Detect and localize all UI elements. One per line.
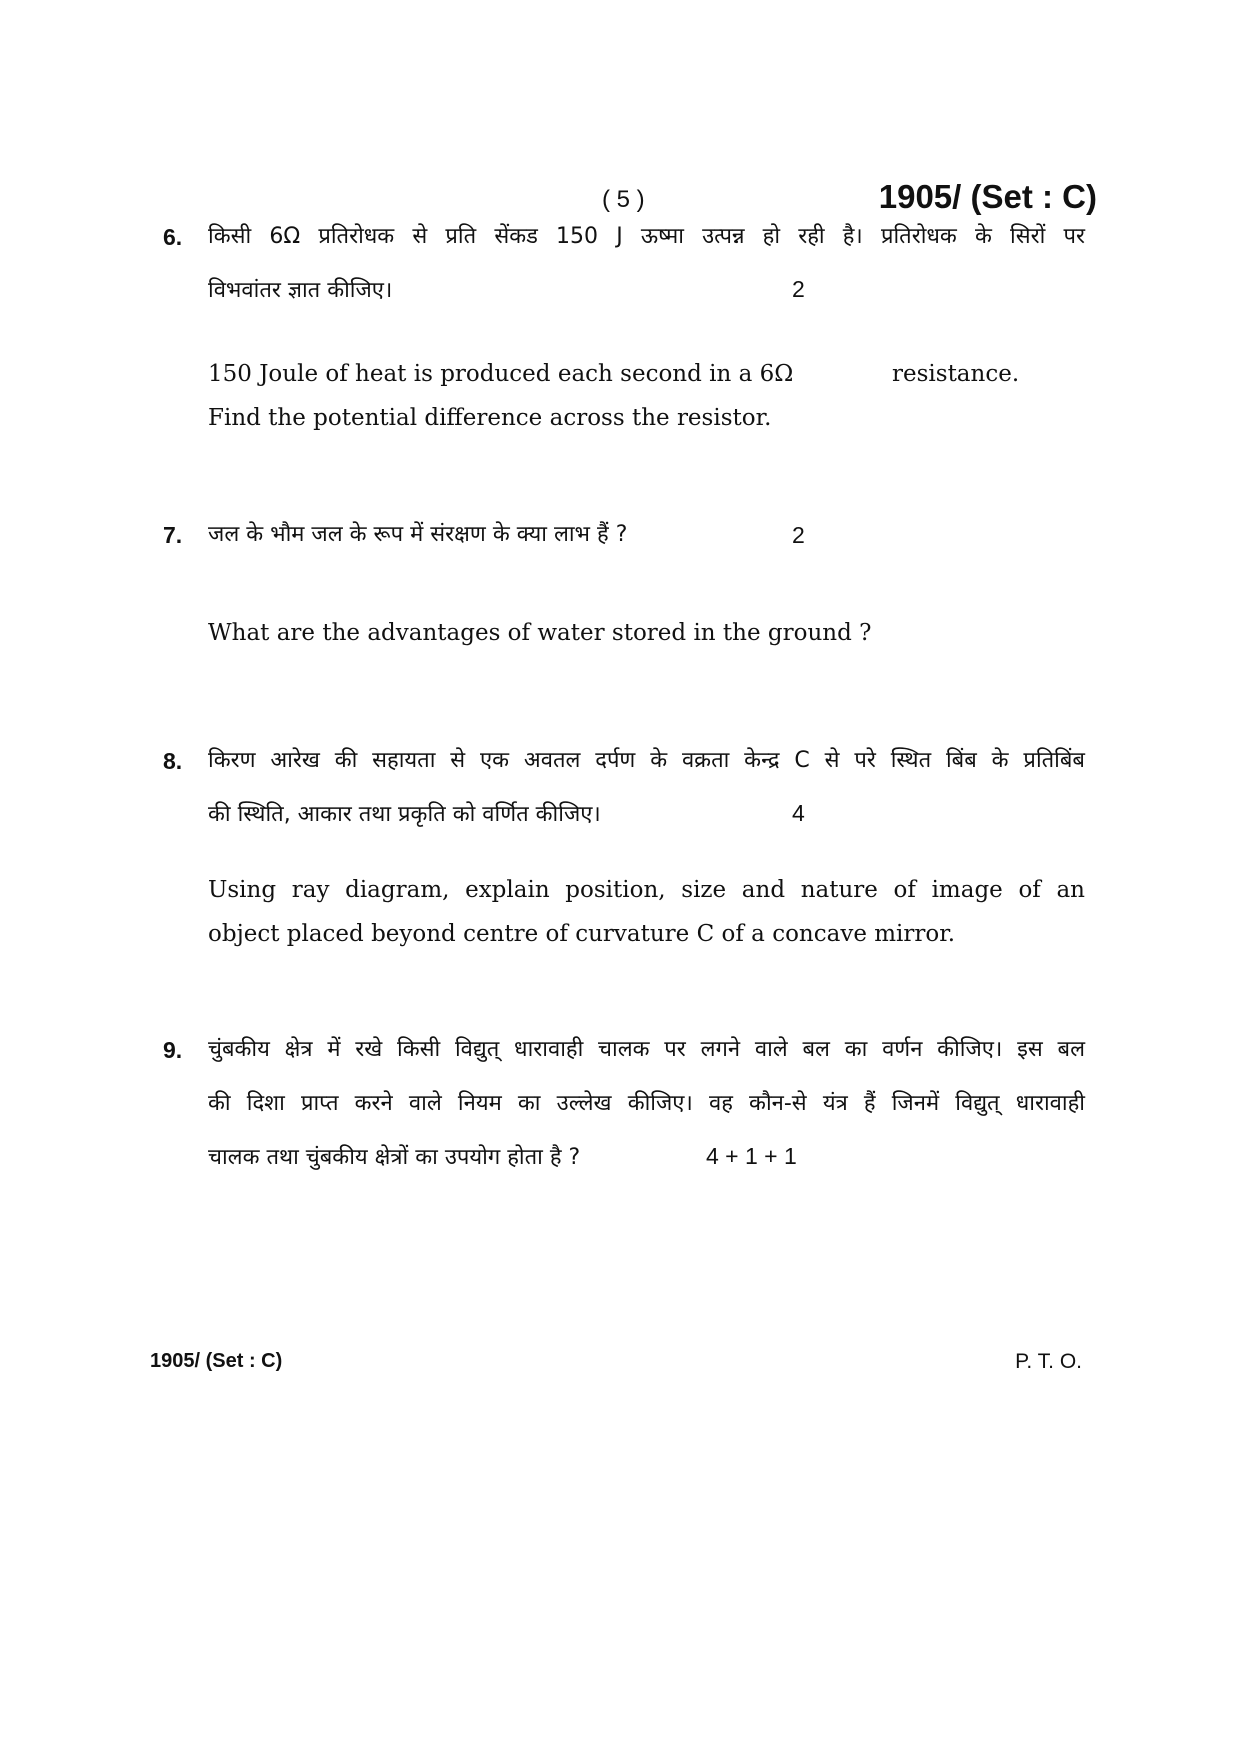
- question-number: 7.: [163, 522, 183, 548]
- question-hindi-line: चालक तथा चुंबकीय क्षेत्रों का उपयोग होता है ?: [208, 1145, 581, 1170]
- question-english-line: What are the advantages of water stored in the ground ?: [208, 620, 872, 646]
- question-hindi-line: जल के भौम जल के रूप में संरक्षण के क्या लाभ हैं ?: [208, 522, 628, 547]
- question-english-line: Find the potential difference across the resistor.: [208, 405, 772, 431]
- set-code-footer: 1905/ (Set : C): [150, 1350, 283, 1372]
- question-hindi-line: किसी 6Ω प्रतिरोधक से प्रति सेंकड 150 J ऊष्मा उत्पन्न हो रही है। प्रतिरोधक के सिरों पर: [208, 224, 1085, 249]
- question-marks: 2: [792, 522, 805, 548]
- question-marks: 4 + 1 + 1: [706, 1143, 797, 1169]
- question-number: 9.: [163, 1037, 183, 1063]
- question-hindi-line: किरण आरेख की सहायता से एक अवतल दर्पण के वक्रता केन्द्र C से परे स्थित बिंब के प्रतिबिंब: [208, 748, 1085, 773]
- pto-label: P. T. O.: [1015, 1350, 1082, 1373]
- question-marks: 2: [792, 276, 805, 302]
- question-english-line: 150 Joule of heat is produced each second in a 6Ω: [208, 361, 794, 387]
- question-hindi-line: विभवांतर ज्ञात कीजिए।: [208, 278, 393, 303]
- question-english-line: Using ray diagram, explain position, size and nature of image of an: [208, 877, 1085, 903]
- question-english-line: resistance.: [892, 361, 1020, 387]
- question-english-line: object placed beyond centre of curvature C of a concave mirror.: [208, 921, 956, 947]
- page-number: ( 5 ): [602, 186, 645, 213]
- question-hindi-line: चुंबकीय क्षेत्र में रखे किसी विद्युत् धारावाही चालक पर लगने वाले बल का वर्णन कीजिए। इस बल: [208, 1037, 1085, 1062]
- question-number: 8.: [163, 748, 183, 774]
- question-number: 6.: [163, 224, 183, 250]
- question-marks: 4: [792, 800, 805, 826]
- set-code-header: 1905/ (Set : C): [878, 178, 1097, 215]
- question-hindi-line: की स्थिति, आकार तथा प्रकृति को वर्णित कीजिए।: [208, 802, 601, 827]
- question-hindi-line: की दिशा प्राप्त करने वाले नियम का उल्लेख कीजिए। वह कौन-से यंत्र हैं जिनमें विद्युत् धारावाही: [208, 1091, 1085, 1116]
